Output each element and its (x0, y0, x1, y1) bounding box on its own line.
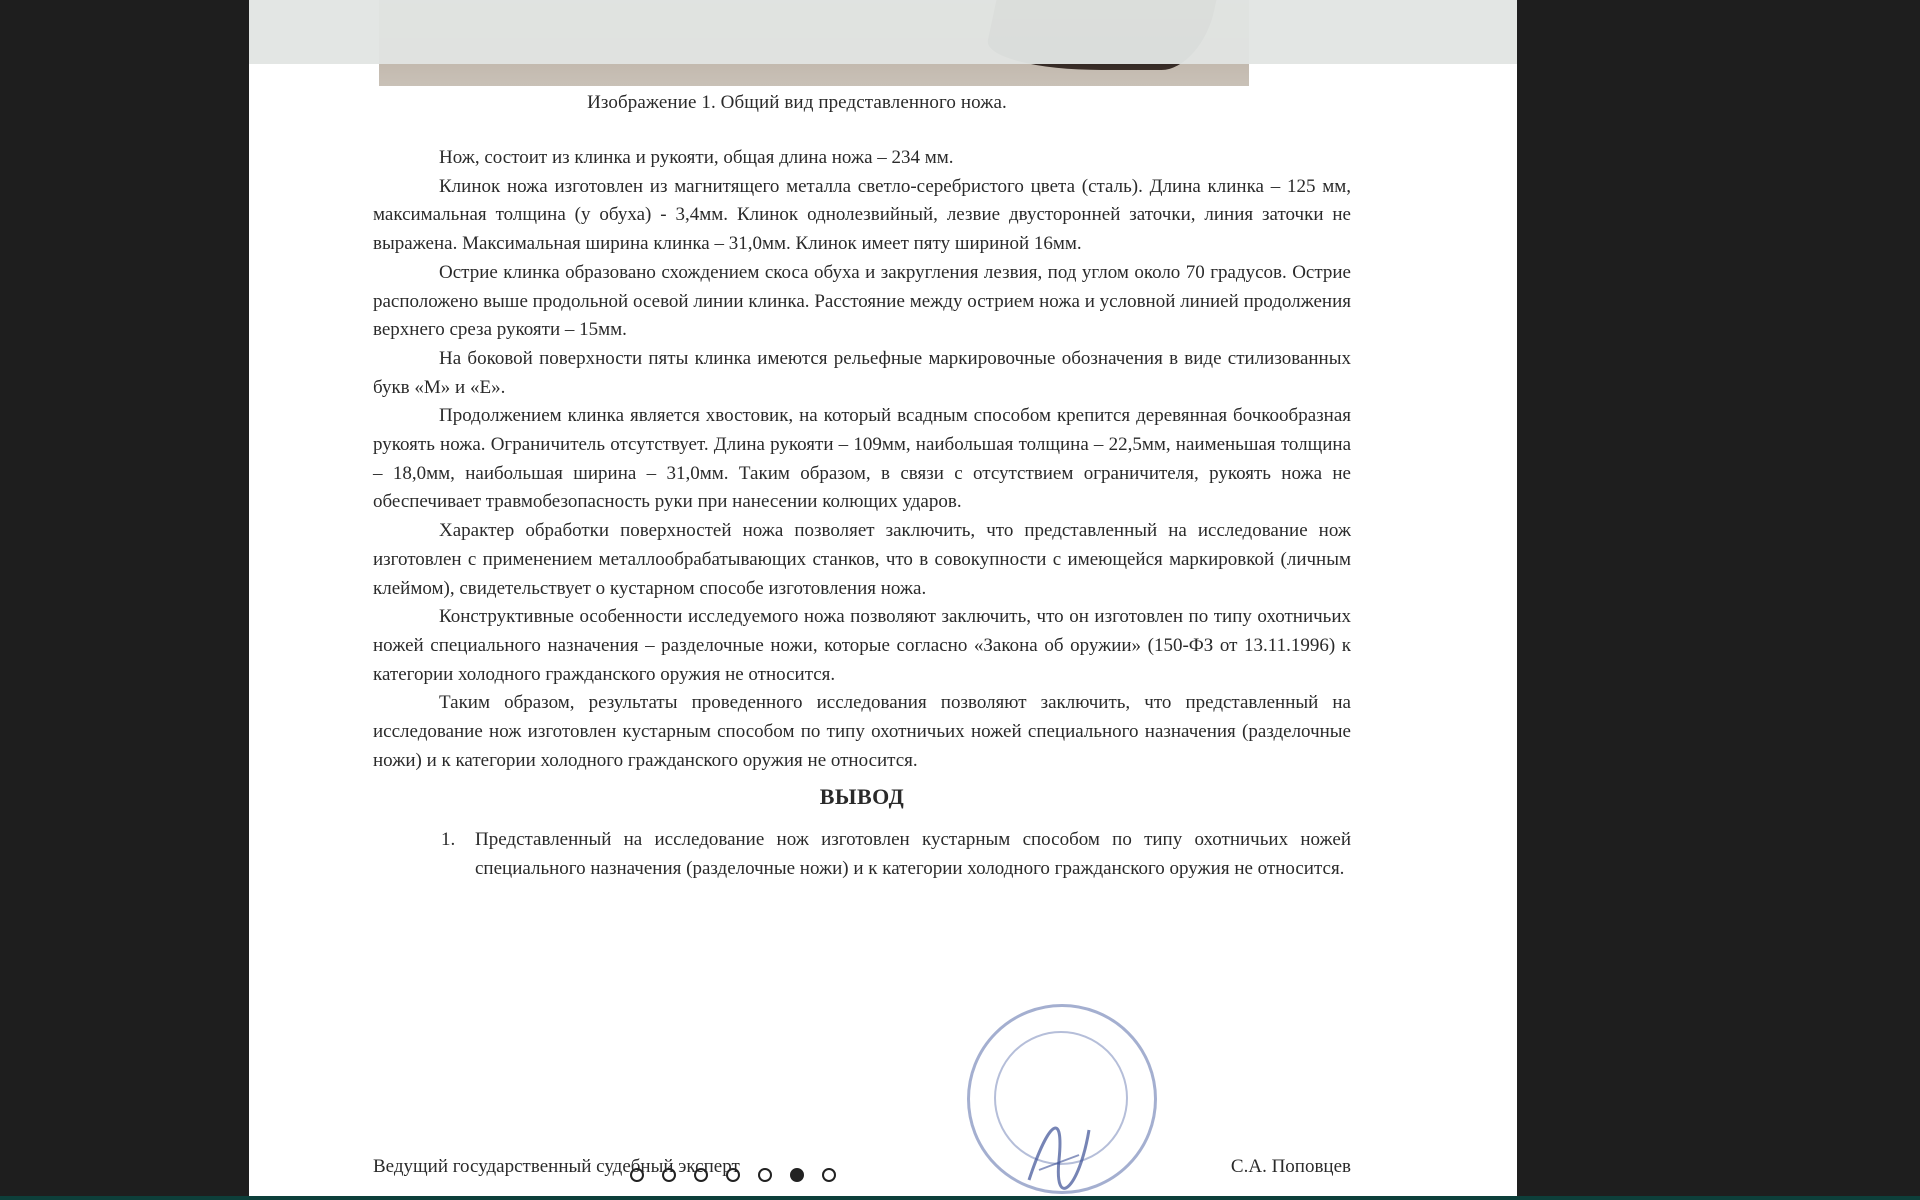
document-body (373, 144, 1351, 884)
signer-name: С.А. Поповцев (1230, 1156, 1351, 1177)
page-dot-5[interactable] (758, 1168, 772, 1182)
page-dot-7[interactable] (822, 1168, 836, 1182)
figure-caption (249, 92, 1517, 114)
page-top-overlay (249, 0, 1517, 64)
paragraph-length: Нож, состоит из клинка и рукояти, общая длина ножа – 234 мм. (439, 147, 954, 168)
page-indicator[interactable] (630, 1168, 836, 1188)
paragraph-marking: На боковой поверхности пяты клинка имеются рельефные маркировочные обозначения в виде стилизованных букв «М» и «Е». (373, 347, 1351, 398)
conclusion-number: 1. (441, 829, 456, 851)
paragraph-manufacture: Характер обработки поверхностей ножа позволяет заключить, что представленный на исследование нож изготовлен с применением металлообрабатывающих станков, что в совокупности с имеющейся маркировкой (личным клеймом), свидетельствует о кустарном способе изготовления ножа. (373, 520, 1351, 599)
signature-scribble (1019, 1100, 1099, 1192)
page-dot-1[interactable] (630, 1168, 644, 1182)
conclusion-item (373, 826, 1351, 883)
signer-role: Ведущий государственный судебный эксперт (373, 1156, 740, 1177)
page-dot-3[interactable] (694, 1168, 708, 1182)
page-dot-4[interactable] (726, 1168, 740, 1182)
conclusion-text: Представленный на исследование нож изготовлен кустарным способом по типу охотничьих ножей специального назначения (разделочные ножи) и к категории холодного гражданского оружия не относится. (475, 829, 1351, 879)
page-dot-6[interactable] (790, 1168, 804, 1182)
paragraph-blade: Клинок ножа изготовлен из магнитящего металла светло-серебристого цвета (сталь). Длина клинка – 125 мм, максимальная толщина (у обуха) - 3,4мм. Клинок однолезвийный, лезвие двусторонней заточки, линия заточки не выражена. Максимальная ширина клинка – 31,0мм. Клинок имеет пяту шириной 16мм. (373, 175, 1351, 255)
document-page[interactable] (249, 0, 1517, 1196)
paragraph-summary: Таким образом, результаты проведенного исследования позволяют заключить, что представленный на исследование нож изготовлен кустарным способом по типу охотничьих ножей специального назначения (разделочные ножи) и к категории холодного гражданского оружия не относится. (373, 692, 1351, 771)
conclusion-heading: ВЫВОД (819, 784, 905, 810)
bottom-strip (0, 1196, 1920, 1200)
page-dot-2[interactable] (662, 1168, 676, 1182)
figure-caption-text: Изображение 1. Общий вид представленного ножа. (587, 92, 1007, 113)
paragraph-design: Конструктивные особенности исследуемого ножа позволяют заключить, что он изготовлен по типу охотничьих ножей специального назначения – разделочные ножи, которые согласно «Закона об оружии» (150-ФЗ от 13.11.1996) к категории холодного гражданского оружия не относится. (373, 606, 1351, 685)
paragraph-tip: Острие клинка образовано схождением скоса обуха и закругления лезвия, под углом около 70 градусов. Острие расположено выше продольной осевой линии клинка. Расстояние между острием ножа и условной линией продолжения верхнего среза рукояти – 15мм. (373, 261, 1351, 341)
paragraph-handle: Продолжением клинка является хвостовик, на который всадным способом крепится деревянная бочкообразная рукоять ножа. Ограничитель отсутствует. Длина рукояти – 109мм, наибольшая толщина – 22,5мм, наименьшая толщина – 18,0мм, наибольшая ширина – 31,0мм. Таким образом, в связи с отсутствием ограничителя, рукоять ножа не обеспечивает травмобезопасность руки при нанесении колющих ударов. (373, 405, 1351, 513)
